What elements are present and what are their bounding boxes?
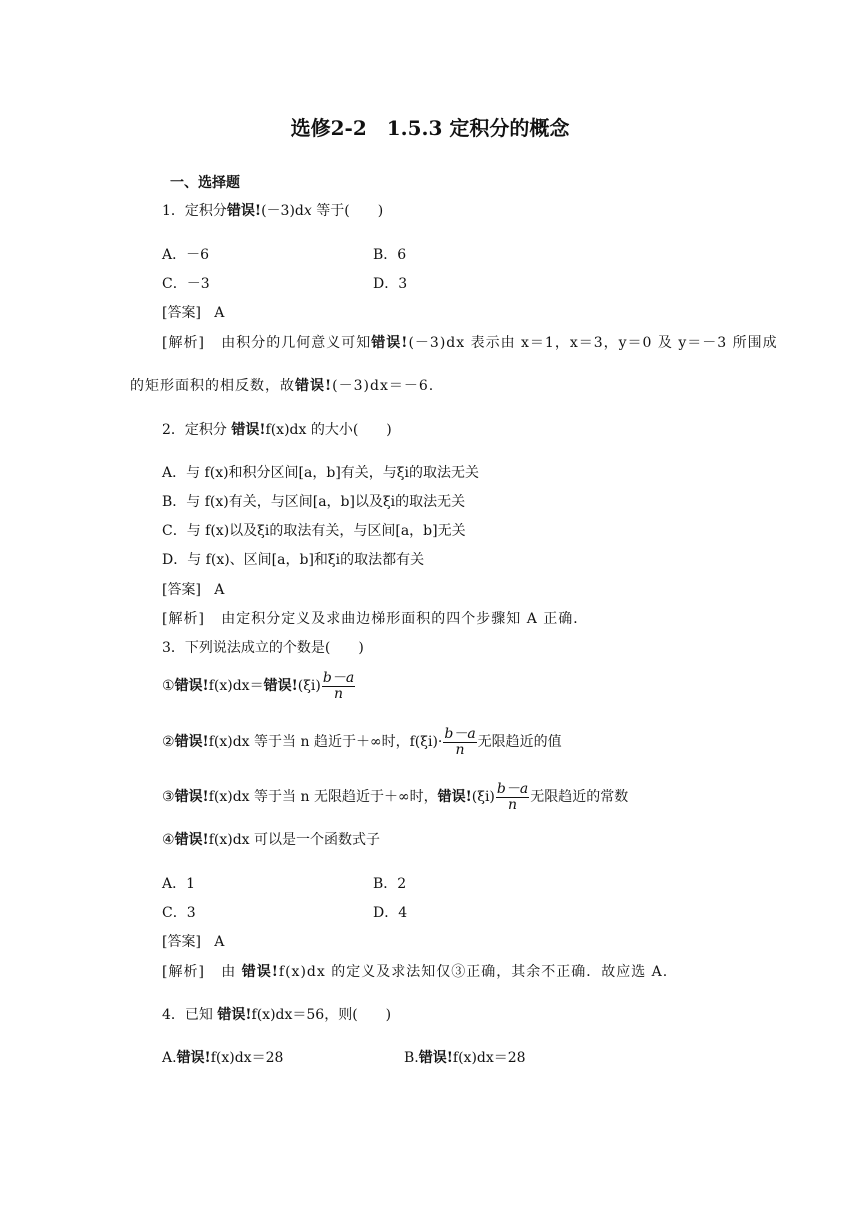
q3-answer: [答案] A <box>162 934 225 950</box>
question-1-stem: 1．定积分错误!(－3)dx 等于( ) <box>162 203 384 219</box>
q1-option-a: A．－6 <box>162 247 210 263</box>
q3-option-d: D．4 <box>373 905 408 921</box>
q3-statement-4: ④错误!f(x)dx 可以是一个函数式子 <box>162 832 381 848</box>
q2-option-a: A．与 f(x)和积分区间[a，b]有关，与ξi的取法无关 <box>162 465 479 481</box>
q3-explanation: [解析] 由 错误!f(x)dx 的定义及求法知仅③正确，其余不正确．故应选 A. <box>162 964 669 980</box>
fraction: $\frac{b-a}{n}$ <box>322 669 355 702</box>
q1-option-b: B．6 <box>373 247 407 263</box>
q4-option-b: B.错误!f(x)dx＝28 <box>404 1050 526 1066</box>
q3-option-c: C．3 <box>162 905 196 921</box>
question-2-stem: 2．定积分 错误!f(x)dx 的大小( ) <box>162 422 392 438</box>
page-title: 选修2-2 1.5.3 定积分的概念 <box>290 116 570 140</box>
q3-statement-1: ①错误!f(x)dx＝错误!(ξi) $\frac{b-a}{n}$ <box>162 669 355 702</box>
q1-option-d: D．3 <box>373 276 408 292</box>
q3-option-a: A．1 <box>162 876 196 892</box>
q3-statement-3: ③错误!f(x)dx 等于当 n 无限趋近于＋∞时，错误!(ξi) $\frac{b-a}{n}$ 无限趋近的常数 <box>162 780 629 813</box>
q4-option-a: A.错误!f(x)dx＝28 <box>162 1050 284 1066</box>
question-3-stem: 3．下列说法成立的个数是( ) <box>162 640 364 656</box>
question-4-stem: 4．已知 错误!f(x)dx＝56，则( ) <box>162 1007 392 1023</box>
q3-statement-2: ②错误!f(x)dx 等于当 n 趋近于＋∞时，f(ξi)· $\frac{b-a}{n}$ 无限趋近的值 <box>162 725 562 758</box>
q3-option-b: B．2 <box>373 876 407 892</box>
q2-explanation: [解析] 由定积分定义及求曲边梯形面积的四个步骤知 A 正确． <box>162 611 589 627</box>
q2-option-d: D．与 f(x)、区间[a，b]和ξi的取法都有关 <box>162 552 425 568</box>
q2-option-b: B．与 f(x)有关，与区间[a，b]以及ξi的取法无关 <box>162 494 466 510</box>
fraction: $\frac{b-a}{n}$ <box>444 725 476 758</box>
q1-answer: [答案] A <box>162 305 225 321</box>
q2-option-c: C．与 f(x)以及ξi的取法有关，与区间[a，b]无关 <box>162 523 466 539</box>
q2-answer: [答案] A <box>162 582 225 598</box>
fraction: $\frac{b-a}{n}$ <box>496 780 529 813</box>
q1-explanation-line-1: [解析] 由积分的几何意义可知错误!(－3)dx 表示由 x＝1，x＝3，y＝0 及 y＝－3 所围成 <box>162 335 778 351</box>
q1-option-c: C．－3 <box>162 276 210 292</box>
q1-explanation-line-2: 的矩形面积的相反数，故错误!(－3)dx＝－6. <box>130 378 435 394</box>
section-heading: 一、选择题 <box>170 175 240 191</box>
